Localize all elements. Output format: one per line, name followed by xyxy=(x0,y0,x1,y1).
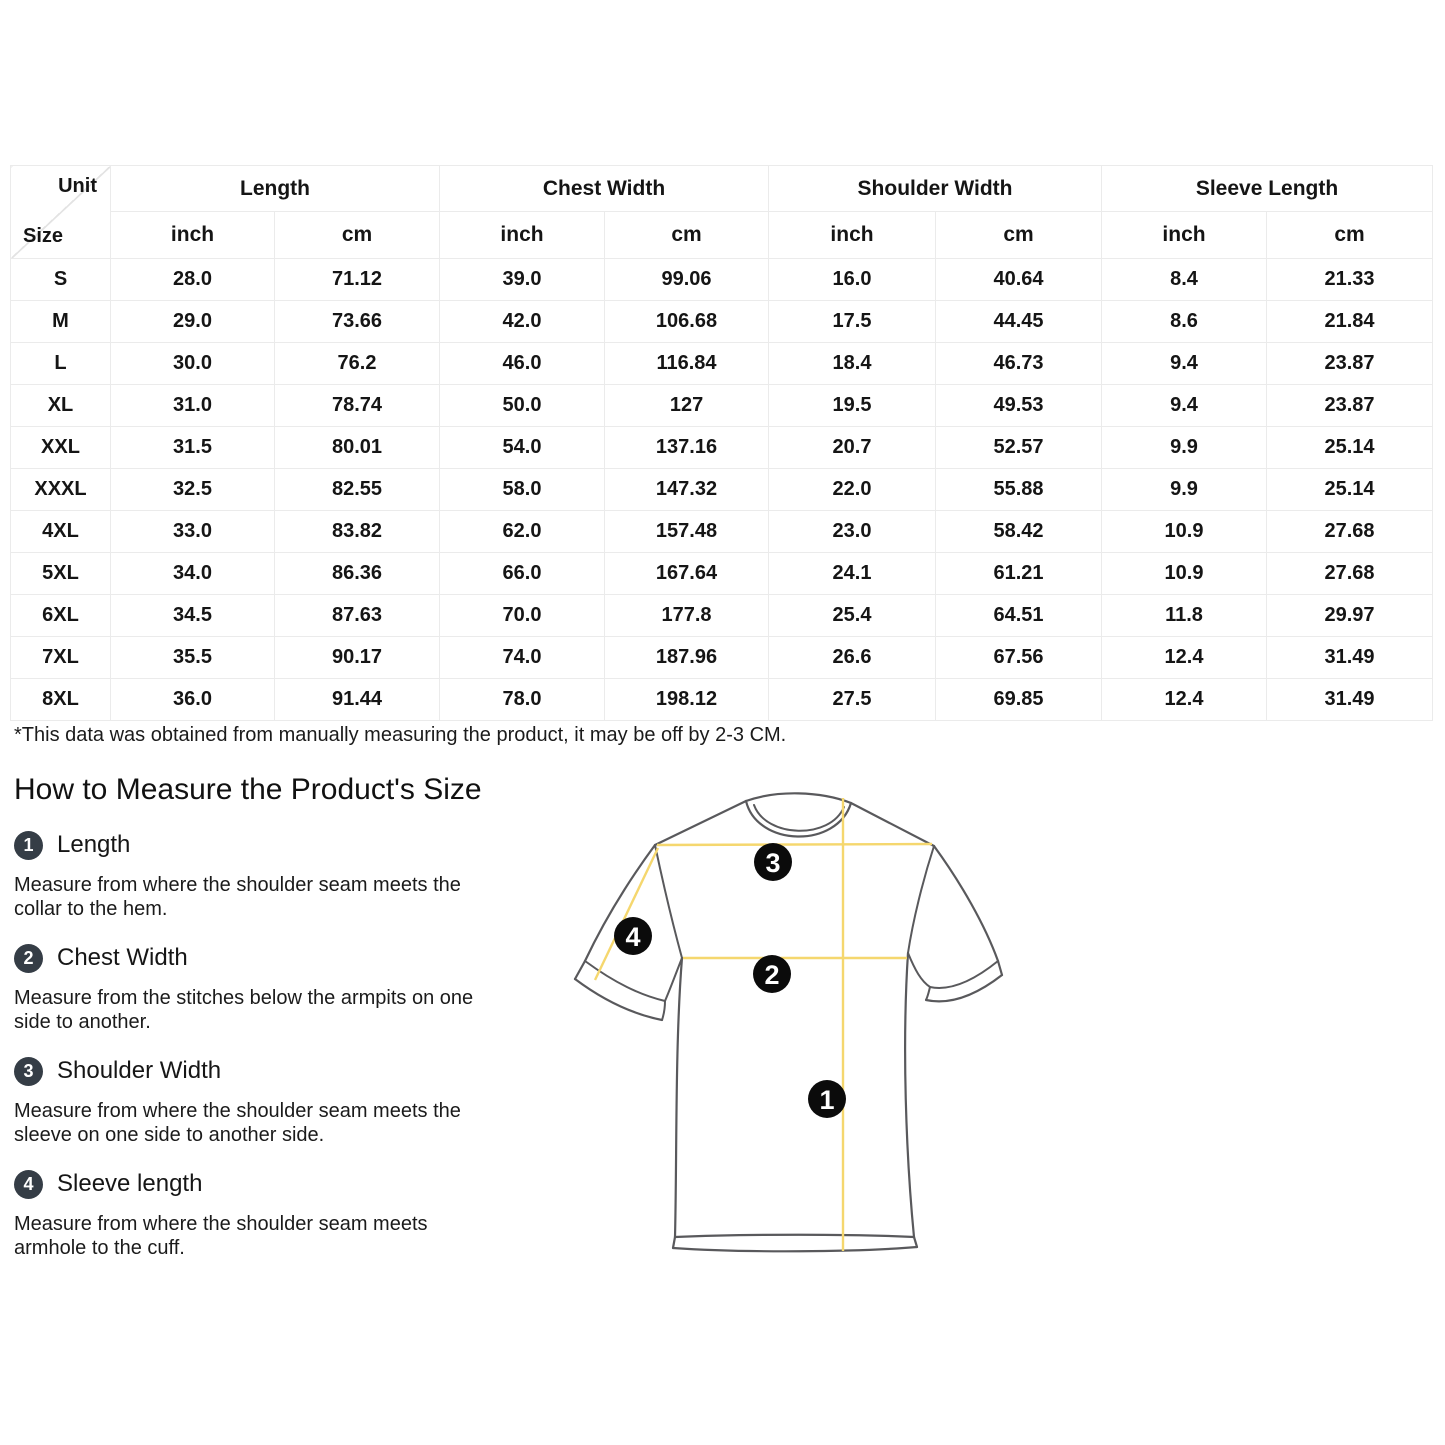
guide-step xyxy=(14,1169,514,1260)
measurement-cell: 36.0 xyxy=(111,679,275,721)
marker-3-badge xyxy=(754,843,792,881)
measurement-cell: 82.55 xyxy=(275,469,440,511)
measurement-cell: 106.68 xyxy=(605,301,769,343)
measurement-cell: 22.0 xyxy=(769,469,936,511)
measurement-cell: 31.5 xyxy=(111,427,275,469)
table-row xyxy=(11,637,1433,679)
measurement-cell: 157.48 xyxy=(605,511,769,553)
measurement-cell: 74.0 xyxy=(440,637,605,679)
step-label: Sleeve length xyxy=(57,1170,203,1197)
measurement-cell: 25.4 xyxy=(769,595,936,637)
size-label: 5XL xyxy=(11,553,111,595)
svg-text:1: 1 xyxy=(819,1085,835,1115)
table-row xyxy=(11,301,1433,343)
svg-text:3: 3 xyxy=(765,848,781,878)
guide-step-header xyxy=(14,1056,514,1086)
measurement-cell: 147.32 xyxy=(605,469,769,511)
guide-step-header xyxy=(14,830,514,860)
measurement-cell: 67.56 xyxy=(936,637,1102,679)
corner-unit-label: Unit xyxy=(58,175,97,197)
measurement-cell: 70.0 xyxy=(440,595,605,637)
measurement-cell: 116.84 xyxy=(605,343,769,385)
measurement-cell: 61.21 xyxy=(936,553,1102,595)
table-row xyxy=(11,511,1433,553)
measurement-cell: 18.4 xyxy=(769,343,936,385)
step-number-badge: 3 xyxy=(14,1057,43,1086)
measurement-cell: 99.06 xyxy=(605,259,769,301)
measurement-cell: 44.45 xyxy=(936,301,1102,343)
measurement-cell: 64.51 xyxy=(936,595,1102,637)
size-label: XL xyxy=(11,385,111,427)
measurement-cell: 31.49 xyxy=(1267,679,1433,721)
guide-step-header xyxy=(14,1169,514,1199)
column-group-chest-width: Chest Width xyxy=(440,166,769,212)
measurement-cell: 10.9 xyxy=(1102,511,1267,553)
measurement-cell: 42.0 xyxy=(440,301,605,343)
table-unit-header-row xyxy=(11,212,1433,259)
measurement-cell: 49.53 xyxy=(936,385,1102,427)
guide-steps-list xyxy=(14,830,514,1282)
step-description: Measure from where the shoulder seam meets the sleeve on one side to another side. xyxy=(14,1100,461,1146)
table-row xyxy=(11,553,1433,595)
table-row xyxy=(11,343,1433,385)
measurement-cell: 80.01 xyxy=(275,427,440,469)
column-group-shoulder-width: Shoulder Width xyxy=(769,166,1102,212)
measurement-cell: 91.44 xyxy=(275,679,440,721)
measurement-cell: 78.0 xyxy=(440,679,605,721)
measurement-cell: 29.0 xyxy=(111,301,275,343)
measurement-cell: 25.14 xyxy=(1267,427,1433,469)
measurement-disclaimer: *This data was obtained from manually measuring the product, it may be off by 2-3 CM. xyxy=(14,724,787,746)
size-label: 6XL xyxy=(11,595,111,637)
size-label: S xyxy=(11,259,111,301)
step-number-badge: 2 xyxy=(14,944,43,973)
measurement-cell: 137.16 xyxy=(605,427,769,469)
measurement-cell: 58.42 xyxy=(936,511,1102,553)
measurement-cell: 12.4 xyxy=(1102,637,1267,679)
unit-header: cm xyxy=(1267,212,1433,259)
step-label: Shoulder Width xyxy=(57,1057,222,1084)
svg-text:2: 2 xyxy=(764,960,780,990)
measurement-cell: 31.49 xyxy=(1267,637,1433,679)
measurement-cell: 9.4 xyxy=(1102,343,1267,385)
measurement-cell: 46.73 xyxy=(936,343,1102,385)
unit-header: cm xyxy=(275,212,440,259)
step-label: Chest Width xyxy=(57,944,188,971)
table-row xyxy=(11,679,1433,721)
unit-header: cm xyxy=(936,212,1102,259)
measurement-cell: 40.64 xyxy=(936,259,1102,301)
size-label: L xyxy=(11,343,111,385)
step-label: Length xyxy=(57,831,131,858)
measurement-cell: 83.82 xyxy=(275,511,440,553)
svg-text:4: 4 xyxy=(625,922,641,952)
measurement-cell: 52.57 xyxy=(936,427,1102,469)
measurement-cell: 39.0 xyxy=(440,259,605,301)
size-label: 4XL xyxy=(11,511,111,553)
table-row xyxy=(11,385,1433,427)
measurement-cell: 21.33 xyxy=(1267,259,1433,301)
measurement-cell: 27.5 xyxy=(769,679,936,721)
column-group-sleeve-length: Sleeve Length xyxy=(1102,166,1433,212)
measurement-cell: 86.36 xyxy=(275,553,440,595)
measurement-cell: 23.0 xyxy=(769,511,936,553)
measurement-cell: 19.5 xyxy=(769,385,936,427)
measurement-cell: 33.0 xyxy=(111,511,275,553)
measurement-cell: 16.0 xyxy=(769,259,936,301)
measurement-cell: 25.14 xyxy=(1267,469,1433,511)
measurement-cell: 30.0 xyxy=(111,343,275,385)
measurement-cell: 58.0 xyxy=(440,469,605,511)
measurement-cell: 28.0 xyxy=(111,259,275,301)
measurement-cell: 55.88 xyxy=(936,469,1102,511)
step-description: Measure from where the shoulder seam meets the collar to the hem. xyxy=(14,874,461,920)
size-label: M xyxy=(11,301,111,343)
measurement-cell: 27.68 xyxy=(1267,553,1433,595)
measurement-cell: 167.64 xyxy=(605,553,769,595)
measurement-cell: 34.5 xyxy=(111,595,275,637)
measurement-cell: 17.5 xyxy=(769,301,936,343)
measurement-cell: 29.97 xyxy=(1267,595,1433,637)
guide-step xyxy=(14,943,514,1034)
measurement-cell: 11.8 xyxy=(1102,595,1267,637)
measurement-cell: 23.87 xyxy=(1267,385,1433,427)
unit-size-corner-cell xyxy=(11,166,111,259)
measurement-cell: 71.12 xyxy=(275,259,440,301)
guide-title: How to Measure the Product's Size xyxy=(14,773,482,806)
measurement-cell: 21.84 xyxy=(1267,301,1433,343)
size-label: 7XL xyxy=(11,637,111,679)
measurement-cell: 73.66 xyxy=(275,301,440,343)
measurement-cell: 27.68 xyxy=(1267,511,1433,553)
measurement-cell: 198.12 xyxy=(605,679,769,721)
measurement-cell: 78.74 xyxy=(275,385,440,427)
table-group-header-row xyxy=(11,166,1433,212)
step-number-badge: 1 xyxy=(14,831,43,860)
table-row xyxy=(11,259,1433,301)
measurement-cell: 32.5 xyxy=(111,469,275,511)
marker-4-badge xyxy=(614,917,652,955)
tshirt-measurement-diagram xyxy=(565,785,1020,1265)
guide-step-header xyxy=(14,943,514,973)
size-chart-table xyxy=(10,165,1433,721)
marker-1-badge xyxy=(808,1080,846,1118)
measurement-cell: 35.5 xyxy=(111,637,275,679)
unit-header: inch xyxy=(111,212,275,259)
unit-header: inch xyxy=(1102,212,1267,259)
measurement-cell: 23.87 xyxy=(1267,343,1433,385)
guide-step xyxy=(14,830,514,921)
measurement-cell: 12.4 xyxy=(1102,679,1267,721)
guide-step xyxy=(14,1056,514,1147)
measurement-cell: 90.17 xyxy=(275,637,440,679)
size-label: XXL xyxy=(11,427,111,469)
measurement-cell: 76.2 xyxy=(275,343,440,385)
corner-size-label: Size xyxy=(23,225,64,247)
marker-2-badge xyxy=(753,955,791,993)
shoulder-width-line xyxy=(657,844,932,845)
measurement-cell: 66.0 xyxy=(440,553,605,595)
measurement-cell: 24.1 xyxy=(769,553,936,595)
unit-header: inch xyxy=(769,212,936,259)
unit-header: cm xyxy=(605,212,769,259)
measurement-cell: 26.6 xyxy=(769,637,936,679)
measurement-cell: 34.0 xyxy=(111,553,275,595)
measurement-cell: 187.96 xyxy=(605,637,769,679)
measurement-cell: 10.9 xyxy=(1102,553,1267,595)
step-description: Measure from the stitches below the armpits on one side to another. xyxy=(14,987,474,1033)
measurement-cell: 31.0 xyxy=(111,385,275,427)
table-row xyxy=(11,469,1433,511)
size-table-body xyxy=(11,259,1433,721)
sleeve-length-line xyxy=(595,848,658,980)
measurement-cell: 9.9 xyxy=(1102,427,1267,469)
measurement-cell: 8.4 xyxy=(1102,259,1267,301)
measurement-cell: 69.85 xyxy=(936,679,1102,721)
measurement-cell: 20.7 xyxy=(769,427,936,469)
table-row xyxy=(11,427,1433,469)
measurement-cell: 54.0 xyxy=(440,427,605,469)
column-group-length: Length xyxy=(111,166,440,212)
measurement-cell: 8.6 xyxy=(1102,301,1267,343)
measurement-cell: 9.4 xyxy=(1102,385,1267,427)
measurement-cell: 46.0 xyxy=(440,343,605,385)
step-description: Measure from where the shoulder seam meets armhole to the cuff. xyxy=(14,1213,428,1259)
unit-header: inch xyxy=(440,212,605,259)
measurement-cell: 87.63 xyxy=(275,595,440,637)
measurement-cell: 127 xyxy=(605,385,769,427)
step-number-badge: 4 xyxy=(14,1170,43,1199)
measurement-cell: 177.8 xyxy=(605,595,769,637)
size-label: XXXL xyxy=(11,469,111,511)
size-label: 8XL xyxy=(11,679,111,721)
table-row xyxy=(11,595,1433,637)
measurement-cell: 50.0 xyxy=(440,385,605,427)
measurement-cell: 9.9 xyxy=(1102,469,1267,511)
measurement-cell: 62.0 xyxy=(440,511,605,553)
